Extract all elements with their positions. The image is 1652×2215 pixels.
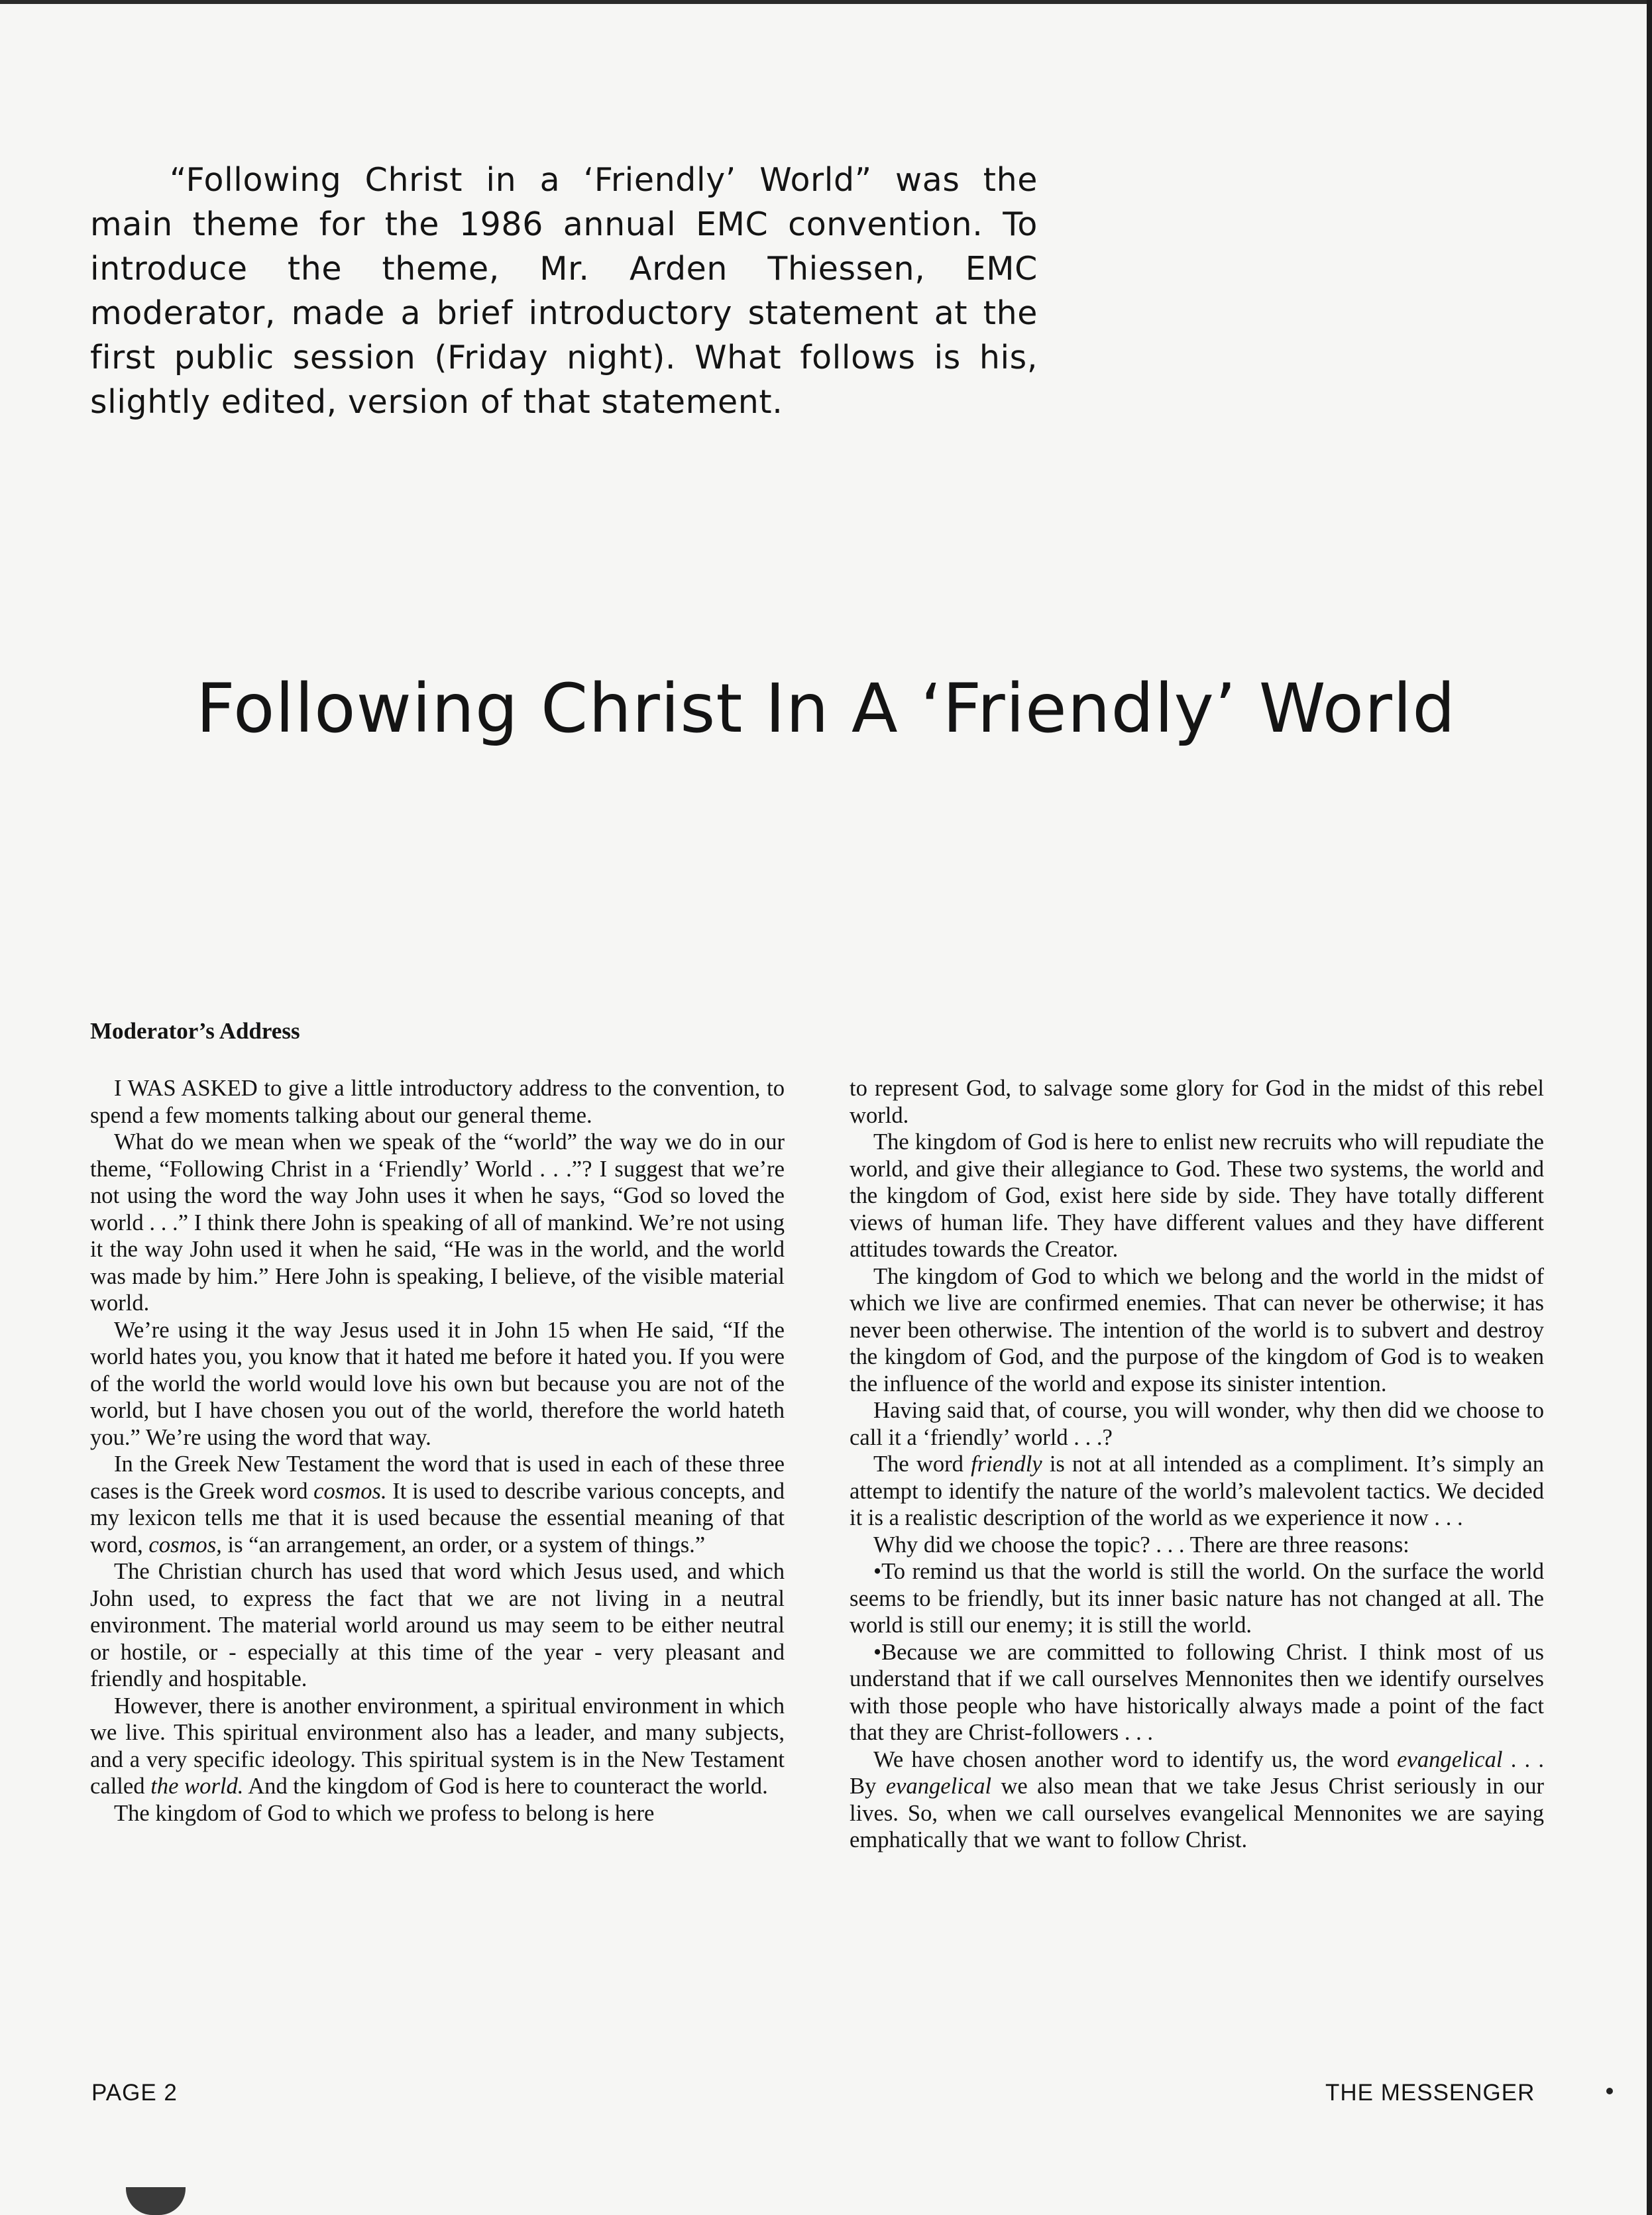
section-heading: Moderator’s Address	[90, 1018, 300, 1044]
paragraph: The word friendly is not at all intended as a compliment. It’s simply an attempt to identify the nature of the world’s malevolent tactics. We decided it is a realistic description of the world as we experience it now . . .	[850, 1451, 1544, 1530]
left-column	[90, 1075, 785, 2086]
bullet-mark	[1606, 2088, 1613, 2094]
paragraph: I WAS ASKED to give a little introductory address to the convention, to spend a few moments talking about our general theme.	[90, 1076, 785, 1128]
right-column	[850, 1075, 1544, 2086]
paragraph: We have chosen another word to identify us, the word evangelical . . . By evangelical we also mean that we take Jesus Christ seriously in our lives. So, when we call ourselves evangelical Mennonites we are saying emphatically that we want to follow Christ.	[850, 1746, 1544, 1852]
paragraph: Why did we choose the topic? . . . There are three reasons:	[873, 1532, 1409, 1558]
paragraph: The kingdom of God to which we belong and the world in the midst of which we live are confirmed enemies. That can never be otherwise; it has never been otherwise. The intention of the world is to subvert and destroy the kingdom of God, and the purpose of the kingdom of God is to weaken the influence of the world and expose its sinister intention.	[850, 1263, 1544, 1396]
scan-edge	[1647, 0, 1652, 2215]
bullet-item: •Because we are committed to following Christ. I think most of us understand that if we call ourselves Mennonites then we identify ourselves with those people who have historically always made a point of the fact that they are Christ-followers . . .	[850, 1639, 1544, 1745]
publication-name: THE MESSENGER	[1325, 2080, 1535, 2106]
bullet-item: •To remind us that the world is still the world. On the surface the world seems to be friendly, but its inner basic nature has not changed at all. The world is still our enemy; it is still the world.	[850, 1559, 1544, 1638]
scan-edge	[0, 0, 1652, 4]
paragraph: However, there is another environment, a spiritual environment in which we live. This spiritual environment also has a leader, and many subjects, and a very specific ideology. This spiritual system is in the New Testament called the world. And the kingdom of God is here to counteract the world.	[90, 1693, 785, 1799]
paragraph: We’re using it the way Jesus used it in John 15 when He said, “If the world hates you, you know that it hated me before it hated you. If you were of the world the world would love his own but because you are not of the world, but I have chosen you out of the world, therefore the world hateth you.” We’re using the word that way.	[90, 1317, 785, 1450]
paragraph: In the Greek New Testament the word that is used in each of these three cases is the Greek word cosmos. It is used to describe various concepts, and my lexicon tells me that it is used because the essential meaning of that word, cosmos, is “an arrangement, an order, or a system of things.”	[90, 1451, 785, 1558]
paragraph: What do we mean when we speak of the “world” the way we do in our theme, “Following Christ in a ‘Friendly’ World . . .”? I suggest that we’re not using the word the way John uses it when he says, “God so loved the world . . .” I think there John is speaking of all of mankind. We’re not using it the way John used it when he said, “He was in the world, and the world was made by him.” Here John is speaking, I believe, of the visible material world.	[90, 1129, 785, 1316]
paragraph: to represent God, to salvage some glory for God in the midst of this rebel world.	[850, 1076, 1544, 1128]
paragraph: Having said that, of course, you will wonder, why then did we choose to call it a ‘friendly’ world . . .?	[850, 1398, 1544, 1450]
page-number: PAGE 2	[91, 2080, 178, 2106]
paragraph: The kingdom of God is here to enlist new recruits who will repudiate the world, and give their allegiance to God. These two systems, the world and the kingdom of God, exist here side by side. They have totally different views of human life. They have different values and they have different attitudes towards the Creator.	[850, 1129, 1544, 1262]
paragraph: The kingdom of God to which we profess to belong is here	[114, 1800, 655, 1826]
paragraph: The Christian church has used that word which Jesus used, and which John used, to express the fact that we are not living in a neutral environment. The material world around us may seem to be either neutral or hostile, or - especially at this time of the year - very pleasant and friendly and hospitable.	[90, 1559, 785, 1691]
scan-artifact	[126, 2187, 186, 2215]
article-title: Following Christ In A ‘Friendly’ World	[195, 669, 1457, 748]
intro-paragraph: “Following Christ in a ‘Friendly’ World” was the main theme for the 1986 annual EMC convention. To introduce the theme, Mr. Arden Thiessen, EMC moderator, made a brief introductory statement at the first public session (Friday night). What follows is his, slightly edited, version of that statement.	[90, 161, 1038, 421]
